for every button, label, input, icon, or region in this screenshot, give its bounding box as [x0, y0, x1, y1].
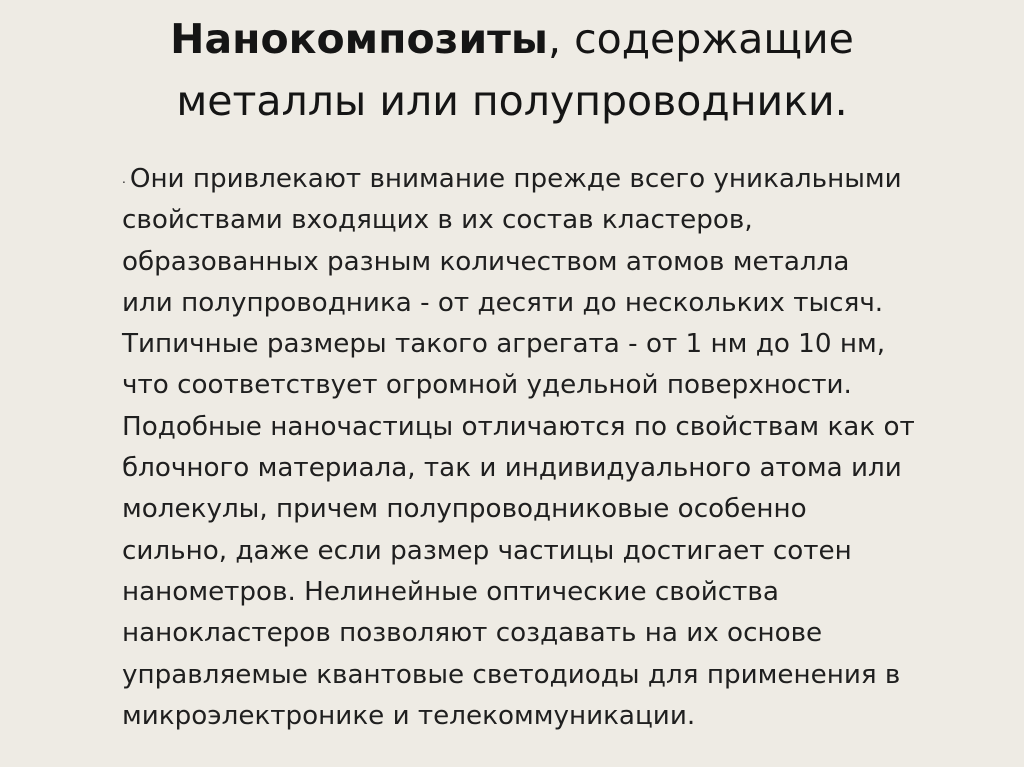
body-line: Типичные размеры такого агрегата - от 1 нм до 10 нм, — [122, 329, 886, 360]
body-line: нанометров. Нелинейные оптические свойства — [122, 576, 779, 607]
bullet-marker: . — [122, 172, 126, 186]
title-line2: металлы или полупроводники. — [176, 77, 848, 125]
body-line: управляемые квантовые светодиоды для применения в — [122, 659, 901, 690]
body-line: Подобные наночастицы отличаются по свойствам как от — [122, 411, 915, 442]
body-line: что соответствует огромной удельной поверхности. — [122, 370, 852, 401]
body-line — [122, 159, 962, 200]
body-line: нанокластеров позволяют создавать на их основе — [122, 618, 823, 649]
body-line: микроэлектронике и телекоммуникации. — [122, 700, 696, 731]
body-line: молекулы, причем полупроводниковые особенно — [122, 494, 807, 525]
title-bold-part: Нанокомпозиты — [170, 15, 549, 63]
slide-title — [60, 8, 964, 132]
body-line: образованных разным количеством атомов металла — [122, 246, 850, 277]
body-line: блочного материала, так и индивидуального атома или — [122, 453, 902, 484]
body-paragraph — [122, 159, 962, 737]
body-line: или полупроводника - от десяти до нескольких тысяч. — [122, 287, 884, 318]
body-line-text: Они привлекают внимание прежде всего уникальными — [129, 164, 902, 194]
body-line: сильно, даже если размер частицы достигает сотен — [122, 535, 852, 566]
title-rest-line1: , содержащие — [548, 15, 854, 63]
body-line: свойствами входящих в их состав кластеров, — [122, 205, 753, 236]
